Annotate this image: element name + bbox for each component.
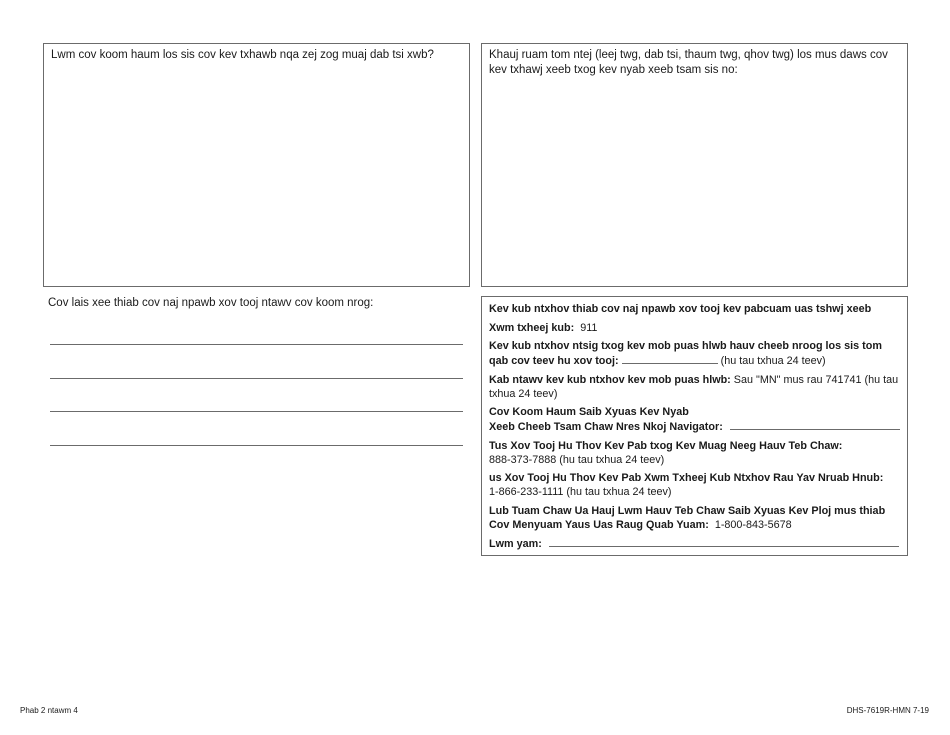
navigator-entry bbox=[489, 405, 900, 434]
trafficking-hotline-label: Tus Xov Tooj Hu Thov Kev Pab txog Kev Muag Neeg Hauv Teb Chaw: bbox=[489, 439, 843, 452]
contact-notes-label: Cov lais xee thiab cov naj npawb xov tooj ntawv cov koom nrog: bbox=[48, 297, 374, 309]
emergency-value: 911 bbox=[580, 321, 598, 334]
other-entry bbox=[489, 536, 900, 551]
crisis-numbers-box bbox=[481, 296, 908, 556]
navigator-number-field[interactable] bbox=[730, 419, 900, 430]
text-line-label: Kab ntawv kev kub ntxhov kev mob puas hlwb: bbox=[489, 373, 731, 386]
county-crisis-entry bbox=[489, 339, 900, 368]
emergency-entry bbox=[489, 321, 900, 335]
youth-crisis-entry bbox=[489, 471, 900, 499]
form-id: DHS-7619R-HMN 7-19 bbox=[846, 706, 929, 715]
missing-children-label: Lub Tuam Chaw Ua Hauj Lwm Hauv Teb Chaw Saib Xyuas Kev Ploj mus thiab Cov Menyuam Yaus Uas Raug Quab Yuam: bbox=[489, 504, 886, 531]
next-steps-prompt: Khauj ruam tom ntej (leej twg, dab tsi, thaum twg, qhov twg) los mus daws cov kev txhawj xeeb txog kev nyab xeeb tsam sis no: bbox=[489, 49, 888, 76]
navigator-label-line2: Xeeb Cheeb Tsam Chaw Nres Nkoj Navigator: bbox=[489, 421, 723, 433]
other-field[interactable] bbox=[549, 536, 899, 547]
contact-notes-line-3[interactable] bbox=[50, 411, 463, 412]
trafficking-hotline-value: 888-373-7888 (hu tau txhua 24 teev) bbox=[489, 453, 665, 466]
page-number: Phab 2 ntawm 4 bbox=[20, 706, 78, 715]
contact-notes-line-4[interactable] bbox=[50, 445, 463, 446]
youth-crisis-value: 1-866-233-1111 (hu tau txhua 24 teev) bbox=[489, 486, 672, 498]
next-steps-box[interactable] bbox=[481, 43, 908, 287]
county-crisis-label: Kev kub ntxhov ntsig txog kev mob puas hlwb hauv cheeb nroog los sis tom qab cov teev hu xov tooj: bbox=[489, 340, 882, 367]
county-crisis-number-field[interactable] bbox=[622, 353, 718, 364]
county-crisis-suffix: (hu tau txhua 24 teev) bbox=[720, 355, 826, 367]
youth-crisis-label: us Xov Tooj Hu Thov Kev Pab Xwm Txheej Kub Ntxhov Rau Yav Nruab Hnub: bbox=[489, 472, 884, 484]
contact-notes-line-1[interactable] bbox=[50, 344, 463, 345]
missing-children-entry bbox=[489, 504, 900, 532]
community-supports-box[interactable] bbox=[43, 43, 470, 287]
text-line-value: Sau "MN" mus rau 741741 (hu tau txhua 24 teev) bbox=[489, 373, 899, 400]
trafficking-hotline-entry bbox=[489, 439, 900, 467]
community-supports-prompt: Lwm cov koom haum los sis cov kev txhawb nqa zej zog muaj dab tsi xwb? bbox=[51, 49, 434, 61]
text-line-entry bbox=[489, 373, 900, 401]
emergency-label: Xwm txheej kub: bbox=[489, 321, 575, 334]
crisis-heading: Kev kub ntxhov thiab cov naj npawb xov tooj kev pabcuam uas tshwj xeeb bbox=[489, 303, 872, 315]
contact-notes-line-2[interactable] bbox=[50, 378, 463, 379]
other-label: Lwm yam: bbox=[489, 538, 542, 550]
navigator-label-line1: Cov Koom Haum Saib Xyuas Kev Nyab bbox=[489, 406, 689, 418]
missing-children-value: 1-800-843-5678 bbox=[714, 518, 792, 531]
